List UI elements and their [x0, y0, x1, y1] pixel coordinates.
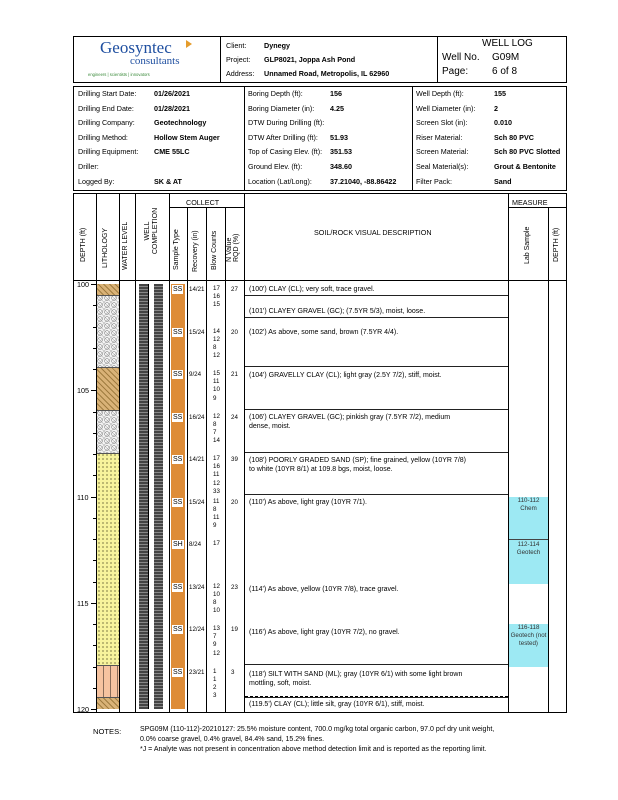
- litho-clay-2: [97, 697, 119, 709]
- depth-tick-label: 110: [77, 492, 89, 502]
- lab-sample-geotech-nt-text: 116-118 Geotech (not tested): [510, 624, 547, 647]
- depth-tick-label: 115: [77, 598, 89, 608]
- info-label-2-4: Top of Casing Elev. (ft):: [248, 147, 323, 157]
- description-text: (110') As above, light gray (10YR 7/1).: [249, 499, 367, 506]
- blow-count: 10: [213, 386, 220, 394]
- project-label: Project:: [226, 55, 251, 64]
- description-dashed-divider: [245, 696, 508, 697]
- sample-type: SS: [173, 668, 183, 676]
- description-divider: [245, 452, 508, 453]
- info-value-1-2: Geotechnology: [154, 118, 207, 128]
- sample-recovery: 8/24: [189, 541, 202, 548]
- depth-minor-tick: [93, 518, 96, 519]
- description-text: (106') CLAYEY GRAVEL (GC); pinkish gray (7.5YR 7/2), medium: [249, 414, 451, 421]
- depth-minor-tick: [93, 560, 96, 561]
- col-water-level: WATER LEVEL: [122, 221, 129, 270]
- sample-type: SS: [173, 371, 183, 378]
- client-value: Dynegy: [264, 41, 290, 50]
- sample-type: SS: [173, 286, 183, 293]
- col-lab-sample: Lab Sample: [524, 226, 531, 264]
- blow-count: 17: [213, 285, 220, 292]
- blow-count: 14: [213, 327, 220, 335]
- description-text: (104') GRAVELLY CLAY (CL); light gray (2.5Y 7/2), stiff, moist.: [249, 372, 442, 379]
- blow-count: 9: [213, 641, 217, 649]
- col-sample-type: Sample Type: [173, 229, 180, 270]
- depth-minor-tick: [93, 475, 96, 476]
- blow-count: 11: [213, 378, 220, 386]
- depth-minor-tick: [93, 327, 96, 328]
- sample-recovery: 13/24: [189, 583, 205, 591]
- depth-tick-label: 100: [77, 280, 89, 289]
- well-grout-right: [154, 284, 163, 709]
- sample-recovery: 12/24: [189, 626, 205, 633]
- description-divider: [245, 295, 508, 296]
- sample-n-value: 20: [231, 328, 238, 336]
- info-label-3-2: Screen Slot (in):: [416, 118, 468, 128]
- blow-count: 15: [213, 370, 220, 377]
- info-label-3-0: Well Depth (ft):: [416, 89, 464, 98]
- logo-name: Geosyntec: [100, 38, 172, 57]
- blow-count: 11: [213, 513, 220, 521]
- logo-triangle-icon: [186, 40, 192, 48]
- logo-tagline: engineers | scientists | innovators: [88, 72, 150, 77]
- sample-recovery: 9/24: [189, 371, 202, 378]
- col-n-value: N Value RQD (%): [226, 233, 240, 262]
- sample-recovery: 14/21: [189, 286, 205, 293]
- sample-n-value: 27: [231, 286, 238, 293]
- sample-n-value: 3: [231, 668, 235, 676]
- lab-sample-geotech-not-tested: [509, 624, 548, 667]
- info-label-2-3: DTW After Drilling (ft):: [248, 132, 318, 142]
- info-label-2-0: Boring Depth (ft):: [248, 89, 303, 98]
- litho-gravelly-clay: [97, 367, 119, 410]
- sample-type: SS: [173, 626, 183, 633]
- description-text: (119.5') CLAY (CL); little silt, gray (10YR 6/1), stiff, moist.: [249, 701, 425, 708]
- description-divider: [245, 664, 508, 665]
- col-well-completion: WELL COMPLETION: [144, 207, 159, 255]
- notes-label: NOTES:: [93, 727, 122, 736]
- description-divider: [245, 697, 508, 698]
- info-label-1-0: Drilling Start Date:: [78, 89, 137, 98]
- depth-tick-mark: [91, 497, 96, 498]
- depth-tick-mark: [91, 603, 96, 604]
- sample-n-value: 19: [231, 626, 238, 633]
- info-label-2-2: DTW During Drilling (ft):: [248, 118, 325, 128]
- sample-recovery: 15/24: [189, 498, 205, 506]
- blow-count: 12: [213, 479, 220, 487]
- sample-type: SS: [173, 413, 183, 421]
- litho-silt-with-sand: [97, 665, 119, 697]
- info-label-3-3: Riser Material:: [416, 132, 463, 142]
- blow-count: 8: [213, 598, 217, 606]
- info-value-3-1: 2: [494, 103, 498, 113]
- blow-count: 8: [213, 505, 217, 513]
- info-label-1-5: Driller:: [78, 162, 99, 171]
- blow-count: 12: [213, 412, 220, 420]
- info-label-1-2: Drilling Company:: [78, 118, 135, 128]
- notes-line-2: 0.0% coarse gravel, 0.4% gravel, 84.4% sand, 15.2% fines.: [140, 736, 325, 743]
- description-text: to white (10YR 8/1) at 109.8 bgs, moist, loose.: [249, 466, 393, 473]
- blow-count: 16: [213, 293, 220, 301]
- description-divider: [245, 494, 508, 495]
- blow-count: 3: [213, 692, 217, 700]
- description-text: (100') CLAY (CL); very soft, trace gravel.: [249, 286, 375, 293]
- description-text: dense, moist.: [249, 423, 291, 430]
- lab-sample-geotech: [509, 540, 548, 584]
- notes-line-3: *J = Analyte was not present in concentration above method detection limit and is reported as the reporting limit.: [140, 746, 487, 753]
- blow-count: 1: [213, 675, 217, 683]
- blow-count: 1: [213, 667, 217, 675]
- info-value-1-4: CME 55LC: [154, 147, 190, 157]
- sample-recovery: 16/24: [189, 413, 205, 421]
- blow-count: 12: [213, 649, 220, 657]
- lab-sample-chem-text: 110-112 Chem: [517, 497, 540, 512]
- blow-count: 33: [213, 487, 220, 495]
- blow-count: 8: [213, 420, 217, 428]
- col-depth: DEPTH (ft): [80, 227, 87, 262]
- litho-poorly-graded-sand: [97, 453, 119, 665]
- info-label-3-1: Well Diameter (in):: [416, 103, 476, 113]
- well-no-value: G09M: [492, 52, 520, 63]
- litho-clayey-gravel: [97, 295, 119, 367]
- notes-line-1: SPG09M (110-112)-20210127: 25.5% moisture content, 700.0 mg/kg total organic carbon, 97.0 pcf dry unit weight,: [140, 726, 495, 733]
- info-label-3-5: Seal Material(s):: [416, 162, 469, 171]
- info-value-2-1: 4.25: [330, 103, 344, 113]
- blow-count: 12: [213, 352, 220, 360]
- info-value-1-6: SK & AT: [154, 176, 182, 186]
- lab-sample-chem: [509, 497, 548, 539]
- blow-count: 2: [213, 683, 217, 691]
- sample-n-value: 20: [231, 498, 238, 506]
- blow-count: 17: [213, 455, 220, 462]
- description-divider: [245, 366, 508, 367]
- blow-count: 15: [213, 301, 220, 309]
- description-text: (118') SILT WITH SAND (ML); gray (10YR 6/1) with some light brown: [249, 671, 463, 678]
- page-value: 6 of 8: [492, 66, 518, 77]
- info-value-3-3: Sch 80 PVC: [494, 132, 534, 142]
- col-blow-counts: Blow Counts: [211, 230, 218, 270]
- litho-clay: [97, 284, 119, 295]
- blow-count: 7: [213, 633, 217, 641]
- description-text: mottling, soft, moist.: [249, 680, 312, 687]
- blow-count: 12: [213, 335, 220, 343]
- info-label-3-6: Filter Pack:: [416, 176, 452, 186]
- sample-type: SS: [173, 583, 183, 591]
- blow-count: 16: [213, 463, 220, 471]
- sample-recovery: 15/24: [189, 328, 205, 336]
- blow-count: 11: [213, 497, 220, 505]
- depth-tick-mark: [91, 709, 96, 710]
- info-value-2-0: 156: [330, 89, 342, 98]
- info-value-3-2: 0.010: [494, 118, 512, 128]
- sample-n-value: 21: [231, 371, 238, 378]
- depth-minor-tick: [93, 305, 96, 306]
- blow-count: 13: [213, 625, 220, 632]
- depth-minor-tick: [93, 645, 96, 646]
- description-text: (101') CLAYEY GRAVEL (GC); (7.5YR 5/3), moist, loose.: [249, 308, 426, 315]
- col-collect: COLLECT: [186, 198, 220, 207]
- depth-tick-mark: [91, 284, 96, 285]
- sample-n-value: 24: [231, 413, 238, 421]
- sample-type: SS: [173, 328, 183, 336]
- description-text: (102') As above, some sand, brown (7.5YR 4/4).: [249, 329, 399, 336]
- sample-type: SH: [173, 541, 183, 548]
- info-value-2-5: 348.60: [330, 162, 352, 171]
- depth-minor-tick: [93, 582, 96, 583]
- depth-minor-tick: [93, 454, 96, 455]
- sample-recovery: 14/21: [189, 456, 205, 463]
- sample-type: SS: [173, 456, 183, 463]
- info-value-2-3: 51.93: [330, 132, 348, 142]
- info-value-3-0: 155: [494, 89, 506, 98]
- depth-minor-tick: [93, 667, 96, 668]
- depth-minor-tick: [93, 688, 96, 689]
- depth-minor-tick: [93, 369, 96, 370]
- info-label-2-1: Boring Diameter (in):: [248, 103, 315, 113]
- info-label-1-3: Drilling Method:: [78, 132, 128, 142]
- litho-clayey-gravel-2: [97, 410, 119, 453]
- project-value: GLP8021, Joppa Ash Pond: [264, 55, 356, 64]
- info-value-3-6: Sand: [494, 176, 512, 186]
- sample-n-value: 23: [231, 583, 238, 591]
- blow-count: 17: [213, 540, 220, 547]
- description-text: (116') As above, light gray (10YR 7/2), no gravel.: [249, 629, 400, 636]
- col-lithology: LITHOLOGY: [102, 227, 109, 268]
- lab-sample-geotech-text: 112-114 Geotech: [516, 541, 541, 556]
- col-depth-right: DEPTH (ft): [553, 227, 560, 262]
- blow-count: 9: [213, 394, 217, 402]
- depth-tick-mark: [91, 390, 96, 391]
- info-label-1-1: Drilling End Date:: [78, 103, 134, 113]
- col-measure: MEASURE: [512, 198, 548, 207]
- description-divider: [245, 409, 508, 410]
- info-label-3-4: Screen Material:: [416, 147, 469, 157]
- info-value-3-4: Sch 80 PVC Slotted: [494, 147, 561, 157]
- description-divider: [245, 317, 508, 318]
- info-value-2-4: 351.53: [330, 147, 352, 157]
- blow-count: 10: [213, 590, 220, 598]
- depth-tick-label: 105: [77, 386, 89, 396]
- depth-minor-tick: [93, 539, 96, 540]
- well-log-title: WELL LOG: [482, 38, 533, 49]
- col-description: SOIL/ROCK VISUAL DESCRIPTION: [314, 228, 432, 237]
- description-text: (108') POORLY GRADED SAND (SP); fine grained, yellow (10YR 7/8): [249, 457, 466, 464]
- blow-count: 9: [213, 522, 217, 530]
- description-text: (114') As above, yellow (10YR 7/8), trace gravel.: [249, 586, 399, 593]
- info-value-1-1: 01/28/2021: [154, 103, 190, 113]
- address-label: Address:: [226, 69, 255, 78]
- address-value: Unnamed Road, Metropolis, IL 62960: [264, 69, 390, 78]
- depth-tick-label: 120: [77, 705, 89, 714]
- blow-count: 8: [213, 343, 217, 351]
- info-value-1-3: Hollow Stem Auger: [154, 132, 220, 142]
- well-grout-left: [139, 284, 148, 709]
- depth-minor-tick: [93, 348, 96, 349]
- sample-n-value: 39: [231, 456, 238, 463]
- blow-count: 14: [213, 437, 220, 445]
- info-label-1-6: Logged By:: [78, 176, 115, 186]
- depth-minor-tick: [93, 624, 96, 625]
- blow-count: 10: [213, 607, 220, 615]
- sample-recovery: 23/21: [189, 668, 205, 676]
- depth-minor-tick: [93, 433, 96, 434]
- company-logo: [88, 38, 213, 80]
- page-label: Page:: [442, 66, 469, 77]
- info-value-2-6: 37.21040, -88.86422: [330, 176, 397, 186]
- info-label-2-6: Location (Lat/Long):: [248, 176, 312, 186]
- blow-count: 12: [213, 582, 220, 590]
- depth-minor-tick: [93, 412, 96, 413]
- blow-count: 11: [213, 471, 220, 479]
- info-frame: [73, 86, 567, 191]
- blow-count: 7: [213, 428, 217, 436]
- info-value-3-5: Grout & Bentonite: [494, 162, 556, 171]
- info-label-2-5: Ground Elev. (ft):: [248, 162, 303, 171]
- info-label-1-4: Drilling Equipment:: [78, 147, 139, 157]
- col-recovery: Recovery (in): [192, 230, 199, 272]
- info-value-1-0: 01/26/2021: [154, 89, 190, 98]
- logo-sub: consultants: [130, 55, 180, 67]
- client-label: Client:: [226, 41, 247, 50]
- well-no-label: Well No.: [442, 52, 480, 63]
- sample-type: SS: [173, 498, 183, 506]
